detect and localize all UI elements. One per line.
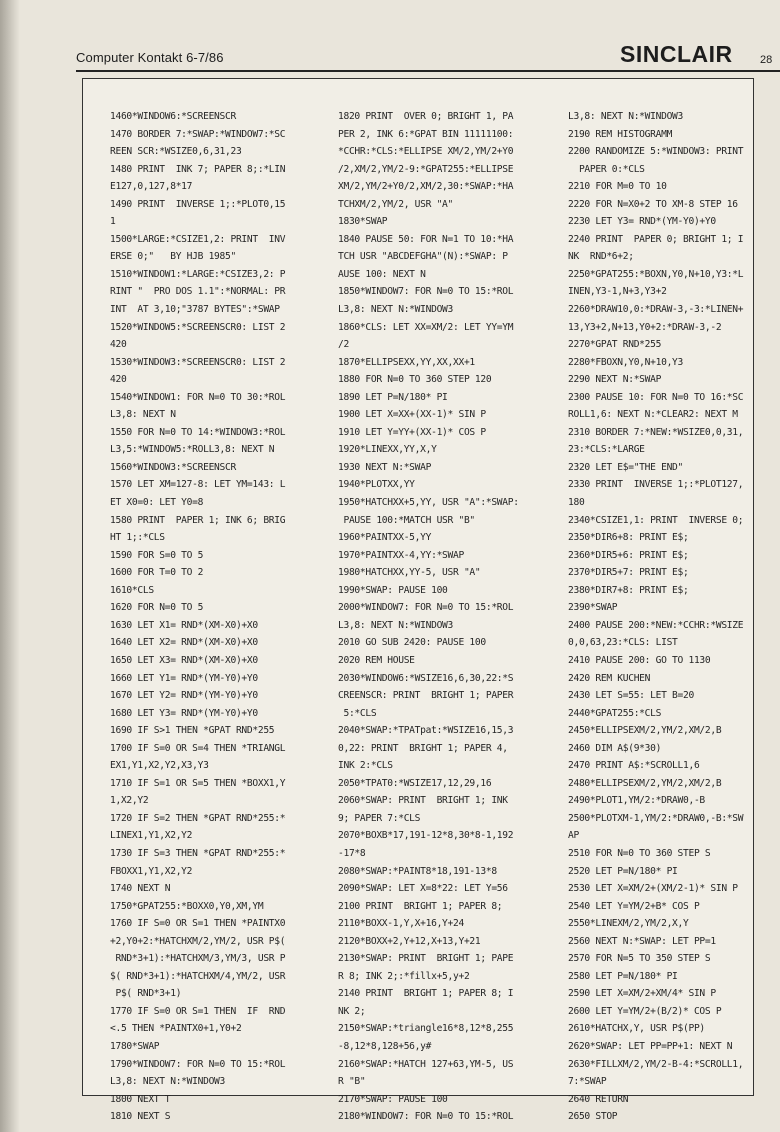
- code-line: 1870*ELLIPSEXX,YY,XX,XX+1: [338, 356, 475, 368]
- code-line: 1770 IF S=0 OR S=1 THEN IF RND: [110, 1005, 286, 1017]
- code-line: 1,X2,Y2: [110, 795, 149, 807]
- code-line: 5:*CLS: [338, 707, 377, 719]
- code-line: 2370*DIR5+7: PRINT E$;: [568, 567, 689, 579]
- code-line: 2510 FOR N=0 TO 360 STEP S: [568, 847, 711, 859]
- code-line: 2570 FOR N=5 TO 350 STEP S: [568, 953, 711, 965]
- code-line: /2: [338, 339, 349, 351]
- code-line: RINT " PRO DOS 1.1":*NORMAL: PR: [110, 286, 286, 298]
- code-line: <.5 THEN *PAINTX0+1,Y0+2: [110, 1023, 242, 1035]
- code-line: 2300 PAUSE 10: FOR N=0 TO 16:*SC: [568, 391, 744, 403]
- code-line: 2480*ELLIPSEXM/2,YM/2,XM/2,B: [568, 777, 722, 789]
- code-line: ROLL1,6: NEXT N:*CLEAR2: NEXT M: [568, 409, 738, 421]
- code-line: 13,Y3+2,N+13,Y0+2:*DRAW-3,-2: [568, 321, 722, 333]
- listing-column-2: [338, 108, 538, 1126]
- code-line: $( RND*3+1):*HATCHXM/4,YM/2, USR: [110, 970, 286, 982]
- code-line: 1: [110, 216, 116, 228]
- code-line: 1860*CLS: LET XX=XM/2: LET YY=YM: [338, 321, 514, 333]
- code-line: 2350*DIR6+8: PRINT E$;: [568, 532, 689, 544]
- code-line: 1800 NEXT T: [110, 1093, 171, 1105]
- code-line: 2290 NEXT N:*SWAP: [568, 374, 662, 386]
- code-line: 2310 BORDER 7:*NEW:*WSIZE0,0,31,: [568, 426, 744, 438]
- page-edge: [0, 0, 20, 1132]
- code-line: 9; PAPER 7:*CLS: [338, 812, 421, 824]
- code-line: 1690 IF S>1 THEN *GPAT RND*255: [110, 725, 275, 737]
- code-line: *CCHR:*CLS:*ELLIPSE XM/2,YM/2+Y0: [338, 146, 514, 158]
- code-line: 2210 FOR M=0 TO 10: [568, 181, 667, 193]
- code-line: 1680 LET Y3= RND*(YM-Y0)+Y0: [110, 707, 258, 719]
- code-line: 1900 LET X=XX+(XX-1)* SIN P: [338, 409, 486, 421]
- code-line: 1540*WINDOW1: FOR N=0 TO 30:*ROL: [110, 391, 286, 403]
- code-line: REEN SCR:*WSIZE0,6,31,23: [110, 146, 242, 158]
- code-line: 2520 LET P=N/180* PI: [568, 865, 678, 877]
- code-line: 2340*CSIZE1,1: PRINT INVERSE 0;: [568, 514, 744, 526]
- code-line: 2040*SWAP:*TPATpat:*WSIZE16,15,3: [338, 725, 514, 737]
- code-line: 180: [568, 497, 585, 509]
- code-line: E127,0,127,8*17: [110, 181, 193, 193]
- code-line: INEN,Y3-1,N+3,Y3+2: [568, 286, 667, 298]
- code-line: 0,0,63,23:*CLS: LIST: [568, 637, 678, 649]
- code-line: 2440*GPAT255:*CLS: [568, 707, 662, 719]
- code-line: CREENSCR: PRINT BRIGHT 1; PAPER: [338, 690, 514, 702]
- code-line: 2550*LINEXM/2,YM/2,X,Y: [568, 918, 689, 930]
- code-line: 1930 NEXT N:*SWAP: [338, 461, 432, 473]
- code-line: 1600 FOR T=0 TO 2: [110, 567, 204, 579]
- code-line: 2430 LET S=55: LET B=20: [568, 690, 694, 702]
- code-line: R "B": [338, 1076, 366, 1088]
- code-line: 7:*SWAP: [568, 1076, 607, 1088]
- code-line: 1740 NEXT N: [110, 883, 171, 895]
- code-line: 1470 BORDER 7:*SWAP:*WINDOW7:*SC: [110, 128, 286, 140]
- code-line: 2100 PRINT BRIGHT 1; PAPER 8;: [338, 900, 503, 912]
- code-line: L3,8: NEXT N:*WINDOW3: [338, 304, 453, 316]
- code-line: 1510*WINDOW1:*LARGE:*CSIZE3,2: P: [110, 268, 286, 280]
- code-line: 1820 PRINT OVER 0; BRIGHT 1, PA: [338, 111, 514, 122]
- code-line: TCHXM/2,YM/2, USR "A": [338, 198, 453, 210]
- code-line: EX1,Y1,X2,Y2,X3,Y3: [110, 760, 209, 772]
- code-line: 2070*BOXB*17,191-12*8,30*8-1,192: [338, 830, 514, 842]
- code-line: 2600 LET Y=YM/2+(B/2)* COS P: [568, 1005, 722, 1017]
- code-line: 1610*CLS: [110, 584, 154, 596]
- code-line: LINEX1,Y1,X2,Y2: [110, 830, 193, 842]
- code-line: NK 2;: [338, 1005, 366, 1017]
- code-line: 2450*ELLIPSEXM/2,YM/2,XM/2,B: [568, 725, 722, 737]
- code-line: 1460*WINDOW6:*SCREENSCR: [110, 111, 236, 122]
- code-line: 2590 LET X=XM/2+XM/4* SIN P: [568, 988, 716, 1000]
- code-line: 1850*WINDOW7: FOR N=0 TO 15:*ROL: [338, 286, 514, 298]
- code-line: 2130*SWAP: PRINT BRIGHT 1; PAPE: [338, 953, 514, 965]
- code-line: 420: [110, 374, 127, 386]
- code-line: 1950*HATCHXX+5,YY, USR "A":*SWAP:: [338, 497, 519, 509]
- magazine-title: Computer Kontakt 6-7/86: [76, 50, 224, 65]
- code-line: 2190 REM HISTOGRAMM: [568, 128, 673, 140]
- code-line: R 8; INK 2;:*fillx+5,y+2: [338, 970, 470, 982]
- code-line: 2200 RANDOMIZE 5:*WINDOW3: PRINT: [568, 146, 744, 158]
- code-line: 2420 REM KUCHEN: [568, 672, 651, 684]
- code-line: NK RND*6+2;: [568, 251, 634, 263]
- code-line: 1990*SWAP: PAUSE 100: [338, 584, 448, 596]
- code-line: 1640 LET X2= RND*(XM-X0)+X0: [110, 637, 258, 649]
- code-line: TCH USR "ABCDEFGHA"(N):*SWAP: P: [338, 251, 508, 263]
- listing-column-1: [110, 108, 310, 1126]
- code-line: INK 2:*CLS: [338, 760, 393, 772]
- code-line: L3,8: NEXT N: [110, 409, 176, 421]
- code-line: 2470 PRINT A$:*SCROLL1,6: [568, 760, 700, 772]
- code-line: PER 2, INK 6:*GPAT BIN 11111100:: [338, 128, 514, 140]
- code-line: 1910 LET Y=YY+(XX-1)* COS P: [338, 426, 486, 438]
- code-line: 1760 IF S=0 OR S=1 THEN *PAINTX0: [110, 918, 286, 930]
- code-line: 1670 LET Y2= RND*(YM-Y0)+Y0: [110, 690, 258, 702]
- code-line: 1530*WINDOW3:*SCREENSCR0: LIST 2: [110, 356, 286, 368]
- code-line: 1730 IF S=3 THEN *GPAT RND*255:*: [110, 847, 286, 859]
- code-line: 1810 NEXT S: [110, 1111, 171, 1123]
- code-line: 2390*SWAP: [568, 602, 618, 614]
- code-line: 2320 LET E$="THE END": [568, 461, 683, 473]
- code-line: ERSE 0;" BY HJB 1985": [110, 251, 236, 263]
- code-line: 2360*DIR5+6: PRINT E$;: [568, 549, 689, 561]
- code-line: 2090*SWAP: LET X=8*22: LET Y=56: [338, 883, 508, 895]
- code-line: 2020 REM HOUSE: [338, 654, 415, 666]
- code-line: 1630 LET X1= RND*(XM-X0)+X0: [110, 619, 258, 631]
- code-line: P$( RND*3+1): [110, 988, 182, 1000]
- code-line: 1940*PLOTXX,YY: [338, 479, 415, 491]
- code-line: 1550 FOR N=0 TO 14:*WINDOW3:*ROL: [110, 426, 286, 438]
- code-line: 1500*LARGE:*CSIZE1,2: PRINT INV: [110, 233, 286, 245]
- code-line: 2060*SWAP: PRINT BRIGHT 1; INK: [338, 795, 508, 807]
- code-line: 1650 LET X3= RND*(XM-X0)+X0: [110, 654, 258, 666]
- code-line: 0,22: PRINT BRIGHT 1; PAPER 4,: [338, 742, 508, 754]
- code-line: 2280*FBOXN,Y0,N+10,Y3: [568, 356, 683, 368]
- code-line: 2170*SWAP: PAUSE 100: [338, 1093, 448, 1105]
- code-line: 1920*LINEXX,YY,X,Y: [338, 444, 437, 456]
- code-line: 2180*WINDOW7: FOR N=0 TO 15:*ROL: [338, 1111, 514, 1123]
- code-line: L3,8: NEXT N:*WINDOW3: [568, 111, 683, 122]
- code-line: 1700 IF S=0 OR S=4 THEN *TRIANGL: [110, 742, 286, 754]
- code-line: 2650 STOP: [568, 1111, 618, 1123]
- code-line: 2260*DRAW10,0:*DRAW-3,-3:*LINEN+: [568, 304, 744, 316]
- code-line: 2560 NEXT N:*SWAP: LET PP=1: [568, 935, 716, 947]
- code-line: 23:*CLS:*LARGE: [568, 444, 645, 456]
- code-line: AUSE 100: NEXT N: [338, 268, 426, 280]
- section-title: SINCLAIR: [620, 41, 733, 67]
- code-line: 1980*HATCHXX,YY-5, USR "A": [338, 567, 481, 579]
- code-line: AP: [568, 830, 579, 842]
- code-line: 2150*SWAP:*triangle16*8,12*8,255: [338, 1023, 514, 1035]
- code-line: 1490 PRINT INVERSE 1;:*PLOT0,15: [110, 198, 286, 210]
- code-line: ET X0=0: LET Y0=8: [110, 497, 204, 509]
- code-line: 2140 PRINT BRIGHT 1; PAPER 8; I: [338, 988, 514, 1000]
- code-line: 2080*SWAP:*PAINT8*18,191-13*8: [338, 865, 497, 877]
- code-line: 1790*WINDOW7: FOR N=0 TO 15:*ROL: [110, 1058, 286, 1070]
- code-line: 2500*PLOTXM-1,YM/2:*DRAW0,-B:*SW: [568, 812, 744, 824]
- code-line: PAUSE 100:*MATCH USR "B": [338, 514, 475, 526]
- code-line: 2410 PAUSE 200: GO TO 1130: [568, 654, 711, 666]
- code-line: 1660 LET Y1= RND*(YM-Y0)+Y0: [110, 672, 258, 684]
- code-line: 2540 LET Y=YM/2+B* COS P: [568, 900, 700, 912]
- code-line: 1960*PAINTXX-5,YY: [338, 532, 432, 544]
- code-line: 1520*WINDOW5:*SCREENSCR0: LIST 2: [110, 321, 286, 333]
- code-line: 2490*PLOT1,YM/2:*DRAW0,-B: [568, 795, 705, 807]
- code-line: 1750*GPAT255:*BOXX0,Y0,XM,YM: [110, 900, 264, 912]
- code-line: 1590 FOR S=0 TO 5: [110, 549, 204, 561]
- header-rule: [76, 70, 780, 72]
- code-line: 1780*SWAP: [110, 1040, 160, 1052]
- code-line: 1880 FOR N=0 TO 360 STEP 120: [338, 374, 492, 386]
- code-line: 2330 PRINT INVERSE 1;:*PLOT127,: [568, 479, 744, 491]
- code-line: 1620 FOR N=0 TO 5: [110, 602, 204, 614]
- code-line: PAPER 0:*CLS: [568, 163, 645, 175]
- code-line: 2050*TPAT0:*WSIZE17,12,29,16: [338, 777, 492, 789]
- code-line: 2230 LET Y3= RND*(YM-Y0)+Y0: [568, 216, 716, 228]
- page-number: 28: [760, 54, 773, 66]
- code-line: RND*3+1):*HATCHXM/3,YM/3, USR P: [110, 953, 286, 965]
- code-line: 2160*SWAP:*HATCH 127+63,YM-5, US: [338, 1058, 514, 1070]
- code-line: 1840 PAUSE 50: FOR N=1 TO 10:*HA: [338, 233, 514, 245]
- code-line: 2110*BOXX-1,Y,X+16,Y+24: [338, 918, 464, 930]
- code-line: 2380*DIR7+8: PRINT E$;: [568, 584, 689, 596]
- code-line: 1480 PRINT INK 7; PAPER 8;:*LIN: [110, 163, 286, 175]
- code-line: 2530 LET X=XM/2+(XM/2-1)* SIN P: [568, 883, 738, 895]
- code-line: +2,Y0+2:*HATCHXM/2,YM/2, USR P$(: [110, 935, 286, 947]
- code-line: 2610*HATCHX,Y, USR P$(PP): [568, 1023, 705, 1035]
- code-line: 1720 IF S=2 THEN *GPAT RND*255:*: [110, 812, 286, 824]
- code-line: 420: [110, 339, 127, 351]
- code-line: 2620*SWAP: LET PP=PP+1: NEXT N: [568, 1040, 733, 1052]
- code-line: 2120*BOXX+2,Y+12,X+13,Y+21: [338, 935, 481, 947]
- code-line: INT AT 3,10;"3787 BYTES":*SWAP: [110, 304, 280, 316]
- code-line: 1830*SWAP: [338, 216, 388, 228]
- code-line: 2630*FILLXM/2,YM/2-B-4:*SCROLL1,: [568, 1058, 744, 1070]
- code-line: -17*8: [338, 847, 366, 859]
- code-line: L3,8: NEXT N:*WINDOW3: [110, 1076, 225, 1088]
- code-line: 1570 LET XM=127-8: LET YM=143: L: [110, 479, 286, 491]
- code-line: 2640 RETURN: [568, 1093, 629, 1105]
- listing-column-3: [568, 108, 758, 1126]
- code-line: L3,5:*WINDOW5:*ROLL3,8: NEXT N: [110, 444, 275, 456]
- code-line: -8,12*8,128+56,y#: [338, 1040, 432, 1052]
- code-line: 1710 IF S=1 OR S=5 THEN *BOXX1,Y: [110, 777, 286, 789]
- code-line: 2030*WINDOW6:*WSIZE16,6,30,22:*S: [338, 672, 514, 684]
- code-line: 1970*PAINTXX-4,YY:*SWAP: [338, 549, 464, 561]
- code-line: 2580 LET P=N/180* PI: [568, 970, 678, 982]
- code-line: 2460 DIM A$(9*30): [568, 742, 662, 754]
- code-line: FBOXX1,Y1,X2,Y2: [110, 865, 193, 877]
- code-line: 1560*WINDOW3:*SCREENSCR: [110, 461, 236, 473]
- code-line: 2240 PRINT PAPER 0; BRIGHT 1; I: [568, 233, 744, 245]
- code-line: 2010 GO SUB 2420: PAUSE 100: [338, 637, 486, 649]
- code-line: /2,XM/2,YM/2-9:*GPAT255:*ELLIPSE: [338, 163, 514, 175]
- code-line: XM/2,YM/2+Y0/2,XM/2,30:*SWAP:*HA: [338, 181, 514, 193]
- code-line: 1580 PRINT PAPER 1; INK 6; BRIG: [110, 514, 286, 526]
- code-line: 2220 FOR N=X0+2 TO XM-8 STEP 16: [568, 198, 738, 210]
- code-line: 2000*WINDOW7: FOR N=0 TO 15:*ROL: [338, 602, 514, 614]
- code-line: 2250*GPAT255:*BOXN,Y0,N+10,Y3:*L: [568, 268, 744, 280]
- code-line: 2270*GPAT RND*255: [568, 339, 662, 351]
- code-line: L3,8: NEXT N:*WINDOW3: [338, 619, 453, 631]
- code-line: HT 1;:*CLS: [110, 532, 165, 544]
- page-header: [76, 41, 780, 70]
- code-line: 2400 PAUSE 200:*NEW:*CCHR:*WSIZE: [568, 619, 744, 631]
- code-line: 1890 LET P=N/180* PI: [338, 391, 448, 403]
